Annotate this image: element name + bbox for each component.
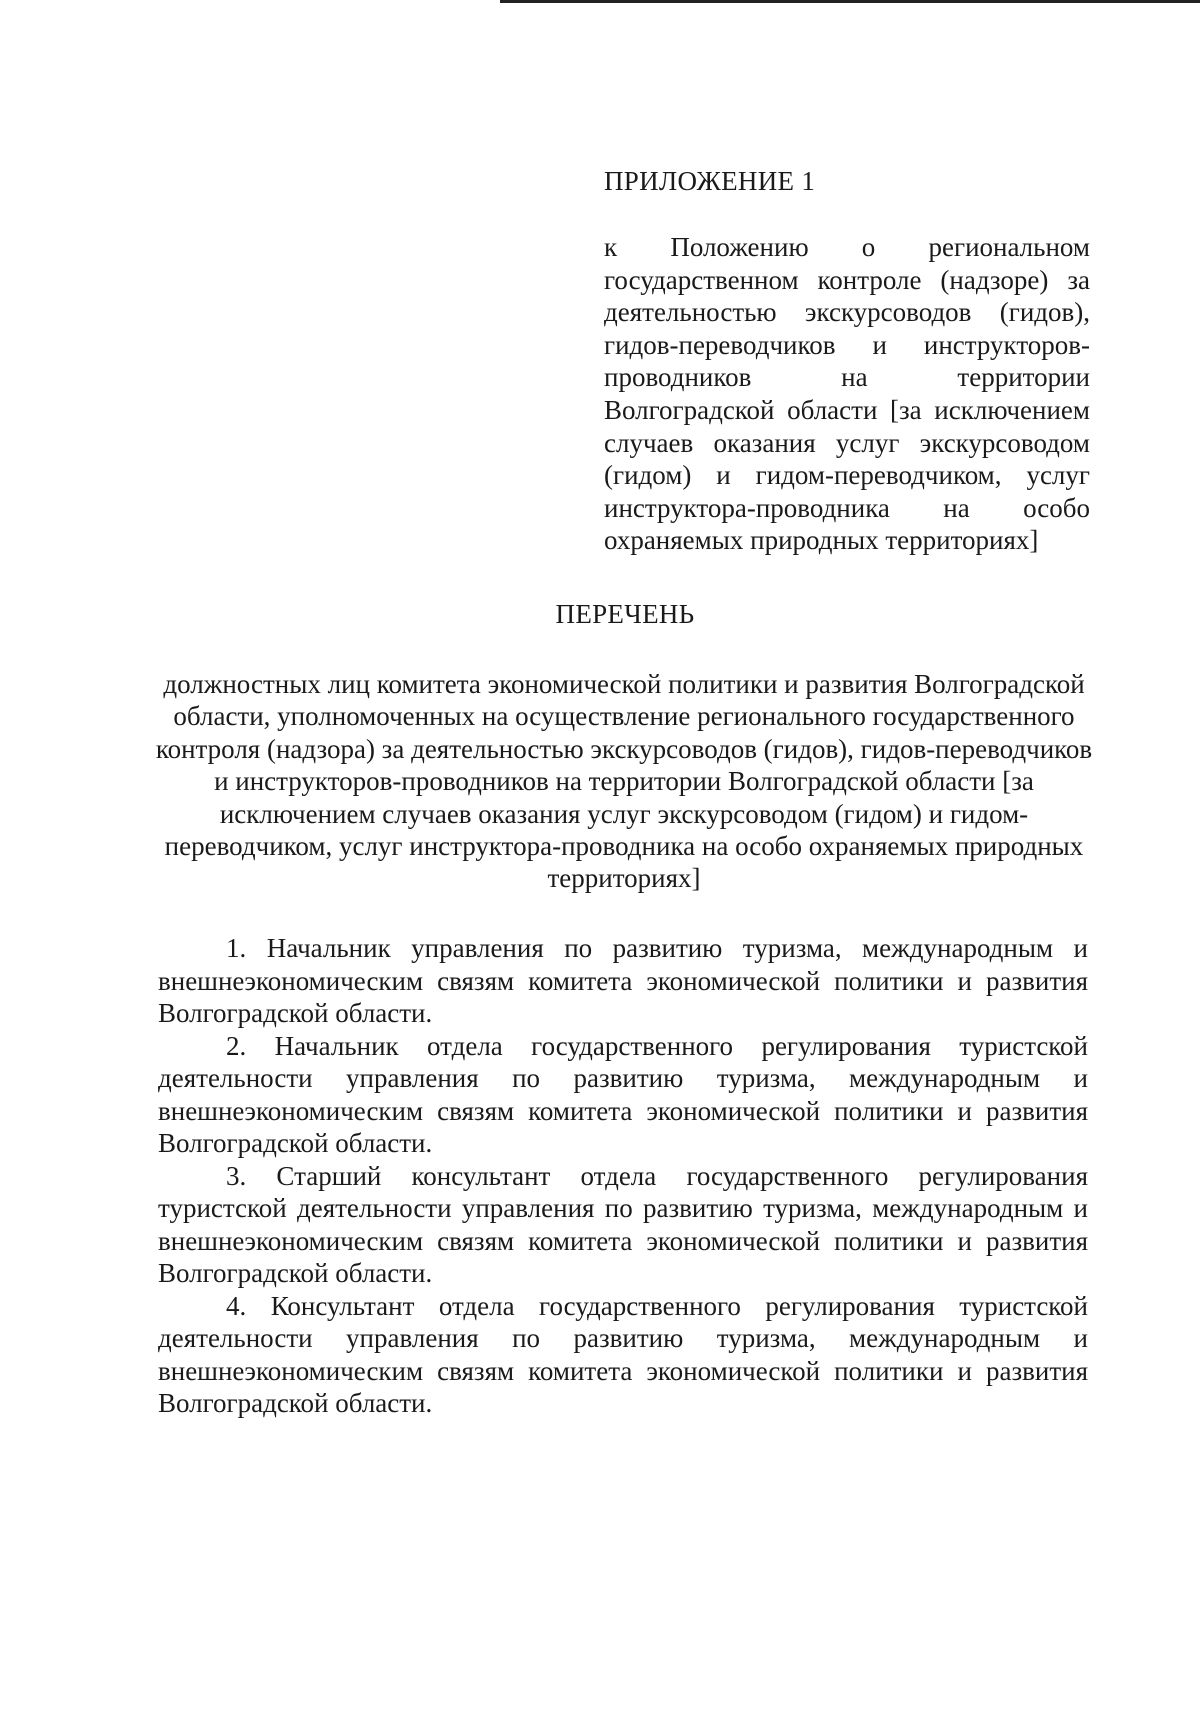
appendix-header [604,165,1090,557]
list-subtitle: должностных лиц комитета экономической политики и развития Волгоградской области, уполномоченных на осуществление регионального государственного контроля (надзора) за деятельностью экскурсоводов (гидов), гидов-переводчиков и инструкторов-проводников на территории Волгоградской области [за исключением случаев оказания услуг экскурсоводом (гидом) и гидом-переводчиком, услуг инструктора-проводника на особо охраняемых природных территориях] [155,669,1093,894]
appendix-title: ПРИЛОЖЕНИЕ 1 [604,166,816,196]
list-item: 3. Старший консультант отдела государственного регулирования туристской деятельности управления по развитию туризма, международным и внешнеэкономическим связям комитета экономической политики и развития Волгоградской области. [158,1160,1088,1288]
list-item: 4. Консультант отдела государственного регулирования туристской деятельности управления по развитию туризма, международным и внешнеэкономическим связям комитета экономической политики и развития Волгоградской области. [158,1290,1088,1418]
officials-list [158,932,1088,1420]
appendix-reference: к Положению о региональном государственном контроле (надзоре) за деятельностью экскурсоводов (гидов), гидов-переводчиков и инструкторов-проводников на территории Волгоградской области [за исключением случаев оказания услуг экскурсоводом (гидом) и гидом-переводчиком, услуг инструктора-проводника на особо охраняемых природных территориях] [604,232,1090,556]
list-item: 1. Начальник управления по развитию туризма, международным и внешнеэкономическим связям комитета экономической политики и развития Волгоградской области. [158,933,1088,1028]
list-item: 2. Начальник отдела государственного регулирования туристской деятельности управления по развитию туризма, международным и внешнеэкономическим связям комитета экономической политики и развития Волгоградской области. [158,1030,1088,1158]
list-title: ПЕРЕЧЕНЬ [555,599,695,629]
